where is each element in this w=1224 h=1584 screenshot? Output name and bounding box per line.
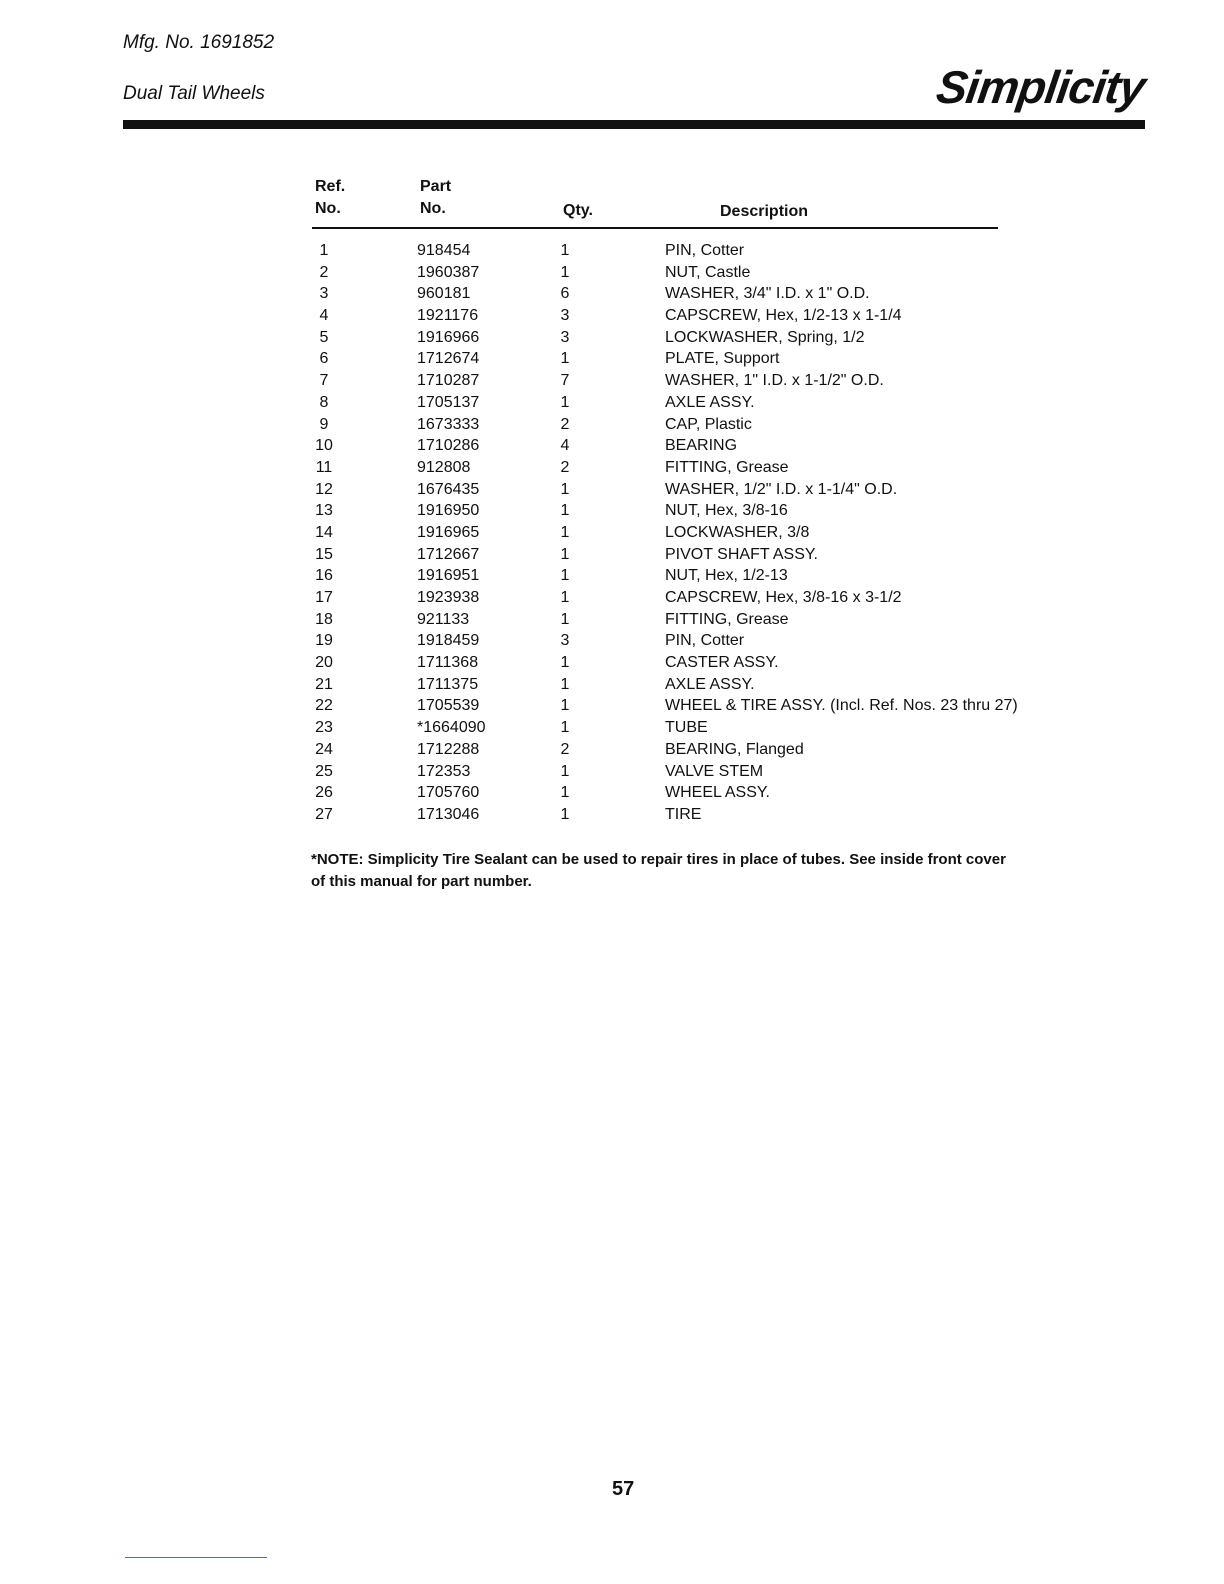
description-cell: WHEEL ASSY.: [665, 784, 770, 802]
qty-cell: 1: [560, 610, 570, 628]
table-row: [0, 630, 1224, 652]
section-title: Dual Tail Wheels: [123, 83, 265, 104]
table-row: [0, 457, 1224, 479]
description-cell: NUT, Hex, 3/8-16: [665, 502, 788, 520]
description-cell: TIRE: [665, 805, 702, 823]
part-no-cell: 1916950: [417, 502, 480, 520]
ref-no-cell: 14: [315, 523, 333, 541]
qty-cell: 1: [560, 393, 570, 411]
ref-no-cell: 10: [315, 437, 333, 455]
ref-no-cell: 22: [315, 697, 333, 715]
description-cell: WHEEL & TIRE ASSY. (Incl. Ref. Nos. 23 thru 27): [665, 697, 1018, 715]
part-no-cell: *1664090: [417, 719, 486, 737]
ref-no-cell: 1: [319, 242, 329, 259]
ref-no-cell: 17: [315, 589, 333, 606]
table-row: [0, 717, 1224, 739]
table-row: [0, 500, 1224, 522]
ref-no-cell: 18: [315, 610, 333, 628]
part-no-cell: 1916966: [417, 328, 480, 346]
part-no-cell: 918454: [417, 242, 471, 259]
ref-no-cell: 24: [315, 740, 333, 758]
qty-cell: 1: [560, 805, 570, 823]
part-no-cell: 912808: [417, 458, 471, 476]
description-cell: CAPSCREW, Hex, 3/8-16 x 3-1/2: [665, 589, 902, 606]
part-no-cell: 1676435: [417, 480, 480, 498]
description-cell: FITTING, Grease: [665, 610, 789, 628]
part-no-cell: 1705137: [417, 393, 480, 411]
table-row: [0, 782, 1224, 804]
description-cell: LOCKWASHER, Spring, 1/2: [665, 328, 865, 346]
part-no-cell: 1673333: [417, 415, 480, 433]
qty-cell: 1: [560, 523, 570, 541]
ref-no-cell: 23: [315, 719, 333, 737]
description-cell: CAPSCREW, Hex, 1/2-13 x 1-1/4: [665, 307, 902, 325]
ref-no-cell: 9: [319, 415, 329, 433]
ref-no-cell: 20: [315, 654, 333, 672]
table-row: [0, 348, 1224, 370]
mfg-number: Mfg. No. 1691852: [123, 32, 275, 53]
qty-cell: 2: [560, 740, 570, 758]
table-row: [0, 479, 1224, 501]
table-row: [0, 565, 1224, 587]
ref-no-cell: 12: [315, 480, 333, 498]
part-no-cell: 1712674: [417, 350, 480, 368]
page-number: 57: [612, 1478, 635, 1500]
qty-cell: 1: [560, 589, 570, 606]
qty-cell: 1: [560, 242, 570, 259]
ref-no-cell: 3: [319, 285, 329, 303]
part-no-cell: 1916951: [417, 567, 480, 585]
qty-cell: 1: [560, 762, 570, 780]
table-row: [0, 435, 1224, 457]
qty-cell: 6: [560, 285, 570, 303]
description-cell: LOCKWASHER, 3/8: [665, 523, 810, 541]
table-row: [0, 739, 1224, 761]
brand-logo: Simplicity: [933, 61, 1148, 113]
part-no-cell: 1712288: [417, 740, 480, 758]
ref-no-cell: 8: [319, 393, 329, 411]
description-cell: CAP, Plastic: [665, 415, 752, 433]
table-row: [0, 761, 1224, 783]
table-row: [0, 804, 1224, 826]
table-row: [0, 695, 1224, 717]
description-cell: CASTER ASSY.: [665, 654, 779, 672]
qty-cell: 1: [560, 480, 570, 498]
table-row: [0, 544, 1224, 566]
part-no-cell: 172353: [417, 762, 471, 780]
description-cell: PIN, Cotter: [665, 632, 745, 650]
ref-no-cell: 13: [315, 502, 333, 520]
part-no-cell: 1918459: [417, 632, 480, 650]
qty-cell: 1: [560, 784, 570, 802]
part-no-cell: 1713046: [417, 805, 480, 823]
part-no-cell: 1711368: [417, 654, 479, 672]
table-row: [0, 392, 1224, 414]
ref-no-cell: 7: [319, 372, 329, 390]
qty-cell: 1: [560, 675, 570, 693]
table-row: [0, 414, 1224, 436]
description-cell: VALVE STEM: [665, 762, 764, 780]
ref-no-cell: 19: [315, 632, 333, 650]
table-row: [0, 587, 1224, 609]
part-no-cell: 960181: [417, 285, 471, 303]
table-row: [0, 327, 1224, 349]
qty-cell: 2: [560, 415, 570, 433]
qty-cell: 1: [560, 697, 570, 715]
qty-cell: 1: [560, 263, 570, 281]
description-cell: BEARING, Flanged: [665, 740, 804, 758]
part-no-cell: 1711375: [417, 675, 479, 693]
ref-no-cell: 6: [319, 350, 329, 368]
part-no-cell: 921133: [417, 610, 470, 628]
qty-cell: 2: [560, 458, 570, 476]
footer-line: [125, 1557, 267, 1558]
description-cell: TUBE: [665, 719, 708, 737]
description-cell: PIVOT SHAFT ASSY.: [665, 545, 818, 563]
part-no-header: Part No.: [420, 178, 452, 217]
ref-no-cell: 21: [315, 675, 333, 693]
ref-no-cell: 26: [315, 784, 333, 802]
part-no-cell: 1705760: [417, 784, 480, 802]
qty-cell: 3: [560, 307, 570, 325]
ref-no-header: Ref. No.: [315, 178, 346, 217]
sealant-note: *NOTE: Simplicity Tire Sealant can be used to repair tires in place of tubes. See inside front cover of this manual for part number.: [311, 851, 1006, 890]
qty-cell: 7: [560, 372, 570, 390]
description-header: Description: [720, 203, 809, 220]
qty-cell: 1: [560, 567, 570, 585]
part-no-cell: 1960387: [417, 263, 480, 281]
qty-cell: 1: [560, 350, 570, 368]
description-cell: NUT, Hex, 1/2-13: [665, 567, 788, 585]
part-no-cell: 1921176: [417, 307, 479, 325]
ref-no-cell: 5: [319, 328, 329, 346]
qty-cell: 4: [560, 437, 570, 455]
part-no-cell: 1710287: [417, 372, 480, 390]
qty-cell: 1: [560, 545, 570, 563]
ref-no-cell: 25: [315, 762, 333, 780]
qty-cell: 3: [560, 632, 570, 650]
table-row: [0, 652, 1224, 674]
description-cell: WASHER, 1/2" I.D. x 1-1/4" O.D.: [665, 480, 898, 498]
ref-no-cell: 15: [315, 545, 333, 563]
table-row: [0, 522, 1224, 544]
qty-cell: 1: [560, 502, 570, 520]
description-cell: PLATE, Support: [665, 350, 780, 368]
ref-no-cell: 2: [319, 263, 329, 281]
table-row: [0, 240, 1224, 262]
ref-no-cell: 27: [315, 805, 333, 823]
part-no-cell: 1710286: [417, 437, 480, 455]
ref-no-cell: 4: [319, 307, 329, 325]
description-cell: BEARING: [665, 437, 738, 455]
qty-header: Qty.: [563, 202, 593, 219]
part-no-cell: 1712667: [417, 545, 480, 563]
qty-cell: 3: [560, 328, 570, 346]
description-cell: NUT, Castle: [665, 263, 751, 281]
qty-cell: 1: [560, 719, 570, 737]
description-cell: AXLE ASSY.: [665, 675, 755, 693]
description-cell: WASHER, 1" I.D. x 1-1/2" O.D.: [665, 372, 884, 390]
table-row: [0, 283, 1224, 305]
parts-table: [0, 240, 1224, 826]
description-cell: PIN, Cotter: [665, 242, 745, 259]
table-header-rule: [312, 227, 998, 229]
ref-no-cell: 16: [315, 567, 333, 585]
description-cell: AXLE ASSY.: [665, 393, 755, 411]
table-row: [0, 305, 1224, 327]
part-no-cell: 1923938: [417, 589, 480, 606]
part-no-cell: 1916965: [417, 523, 480, 541]
description-cell: FITTING, Grease: [665, 458, 789, 476]
ref-no-cell: 11: [315, 458, 333, 476]
header-rule: [123, 120, 1145, 129]
description-cell: WASHER, 3/4" I.D. x 1" O.D.: [665, 285, 870, 303]
part-no-cell: 1705539: [417, 697, 480, 715]
qty-cell: 1: [560, 654, 570, 672]
table-row: [0, 674, 1224, 696]
table-row: [0, 370, 1224, 392]
table-row: [0, 609, 1224, 631]
table-row: [0, 262, 1224, 284]
